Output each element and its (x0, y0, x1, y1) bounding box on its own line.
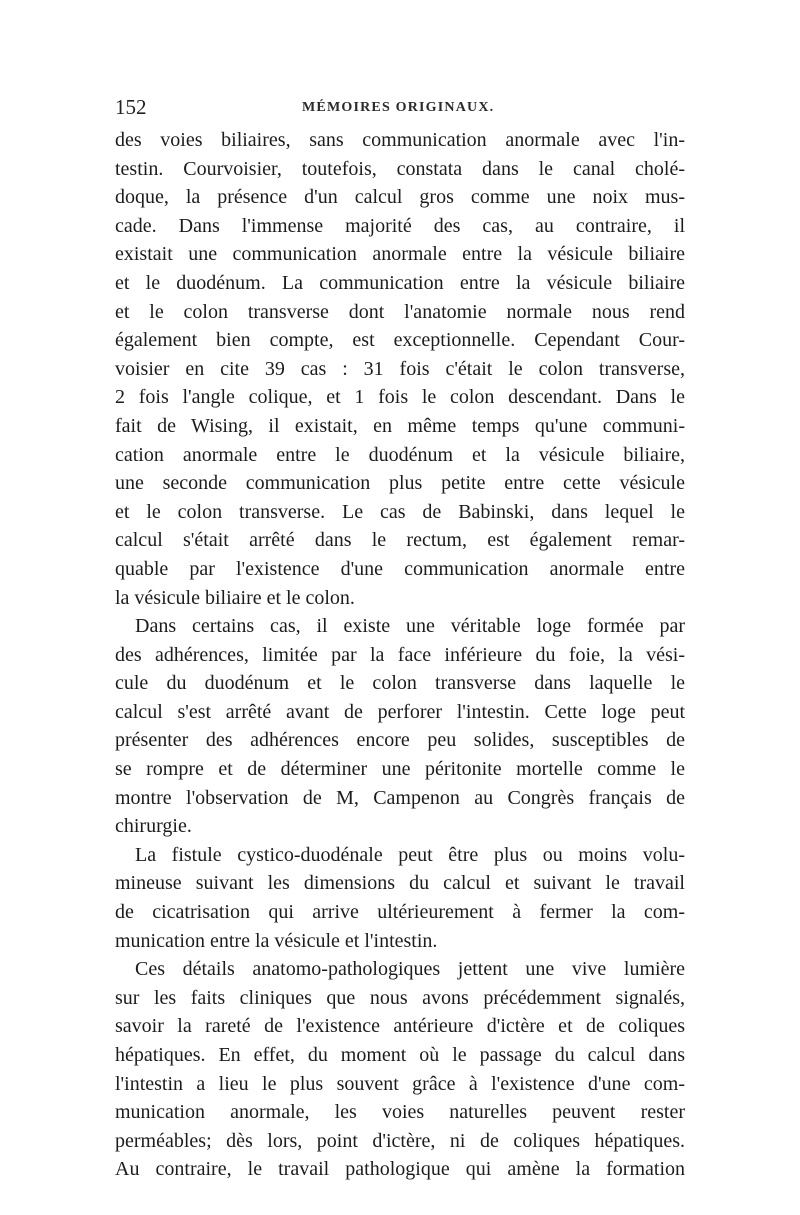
paragraph (115, 612, 685, 841)
text-line: la vésicule biliaire et le colon. (115, 586, 355, 609)
text-line: voisier en cite 39 cas : 31 fois c'était le colon transverse, (115, 357, 685, 380)
text-line: des voies biliaires, sans communication anormale avec l'in- (115, 129, 685, 151)
text-line: une seconde communication plus petite entre cette vésicule (115, 472, 685, 495)
text-line: calcul s'est arrêté avant de perforer l'intestin. Cette loge peut (115, 700, 685, 723)
text-line: chirurgie. (115, 815, 192, 838)
text-line: Dans certains cas, il existe une véritable loge formée par (135, 615, 685, 638)
text-line: mineuse suivant les dimensions du calcul et suivant le travail (115, 872, 685, 895)
text-line: fait de Wising, il existait, en même temps qu'une communi- (115, 414, 685, 437)
text-line: également bien compte, est exceptionnelle. Cependant Cour- (115, 329, 685, 352)
text-line: quable par l'existence d'une communication anormale entre (115, 557, 685, 580)
text-line: perméables; dès lors, point d'ictère, ni de coliques hépatiques. (115, 1129, 685, 1152)
text-line: munication anormale, les voies naturelles peuvent rester (115, 1101, 685, 1124)
body-text (115, 126, 685, 1184)
text-line: munication entre la vésicule et l'intestin. (115, 929, 438, 952)
text-line: Au contraire, le travail pathologique qui amène la formation (115, 1158, 685, 1181)
text-line: cation anormale entre le duodénum et la vésicule biliaire, (115, 443, 685, 466)
text-line: des adhérences, limitée par la face inférieure du foie, la vési- (115, 643, 685, 666)
text-line: hépatiques. En effet, du moment où le passage du calcul dans (115, 1044, 685, 1066)
text-line: et le duodénum. La communication entre la vésicule biliaire (115, 271, 685, 294)
text-line: existait une communication anormale entre la vésicule biliaire (115, 243, 685, 266)
text-line: et le colon transverse dont l'anatomie normale nous rend (115, 300, 685, 323)
text-line: présenter des adhérences encore peu solides, susceptibles de (115, 729, 685, 752)
page-number: 152 (115, 95, 147, 119)
text-line: Ces détails anatomo-pathologiques jettent une vive lumière (135, 958, 685, 981)
running-title: MÉMOIRES ORIGINAUX. (302, 100, 495, 115)
text-line: 2 fois l'angle colique, et 1 fois le colon descendant. Dans le (115, 386, 685, 409)
text-line: sur les faits cliniques que nous avons précédemment signalés, (115, 986, 685, 1009)
text-line: et le colon transverse. Le cas de Babinski, dans lequel le (115, 500, 685, 523)
text-line: montre l'observation de M, Campenon au Congrès français de (115, 786, 685, 809)
text-line: testin. Courvoisier, toutefois, constata dans le canal cholé- (115, 157, 685, 180)
text-line: se rompre et de déterminer une péritonite mortelle comme le (115, 758, 685, 781)
text-line: savoir la rareté de l'existence antérieure d'ictère et de coliques (115, 1015, 685, 1038)
text-line: La fistule cystico-duodénale peut être plus ou moins volu- (135, 843, 685, 866)
text-line: l'intestin a lieu le plus souvent grâce à l'existence d'une com- (115, 1072, 685, 1095)
text-line: de cicatrisation qui arrive ultérieurement à fermer la com- (115, 901, 685, 924)
text-line: cade. Dans l'immense majorité des cas, au contraire, il (115, 214, 685, 237)
text-line: calcul s'était arrêté dans le rectum, est également remar- (115, 529, 685, 552)
paragraph (115, 841, 685, 955)
paragraph (115, 126, 685, 612)
paragraph (115, 955, 685, 1184)
text-line: doque, la présence d'un calcul gros comme une noix mus- (115, 186, 685, 209)
running-head (115, 92, 685, 122)
text-line: cule du duodénum et le colon transverse dans laquelle le (115, 672, 685, 695)
